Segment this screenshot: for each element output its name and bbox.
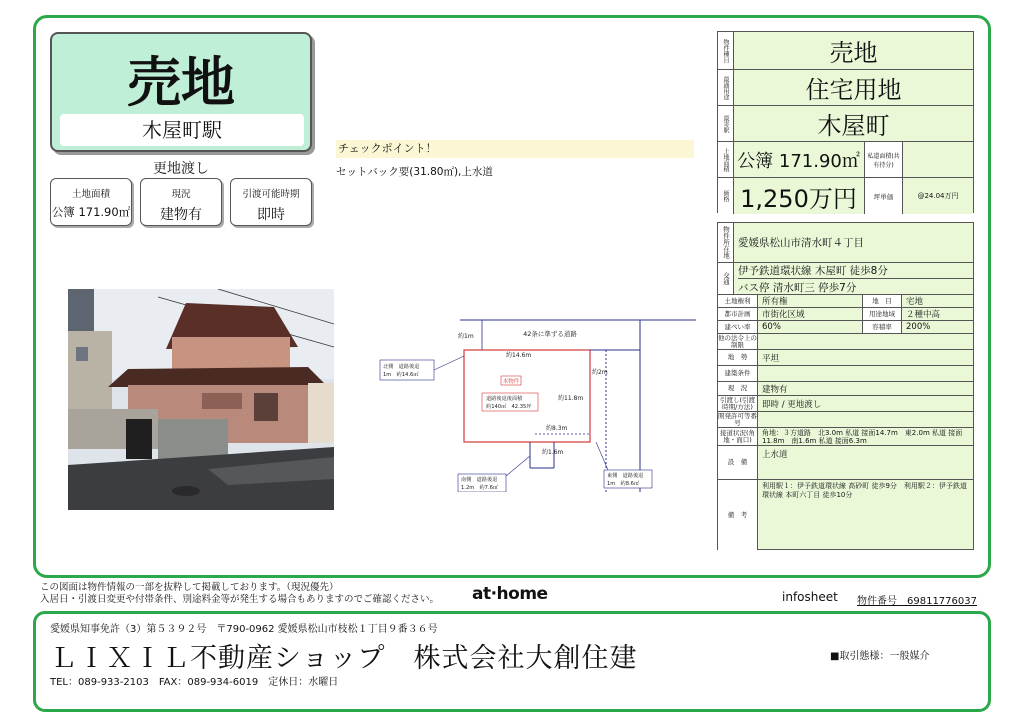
- detail-label: 接道状況(角地・面口): [718, 428, 758, 445]
- detail-label: 用途地域: [862, 308, 902, 320]
- detail-label: 引渡し(引渡時期/方法): [718, 396, 758, 411]
- spec-value: 公簿 171.90㎡: [737, 150, 860, 172]
- site-diagram: [378, 316, 696, 492]
- detail-label: 都市計画: [718, 308, 758, 320]
- spec-row-station: [718, 106, 973, 142]
- detail-label: 容積率: [862, 321, 902, 333]
- spec-detail-table: [717, 222, 974, 550]
- diagram-south-note-title: 南側 道路後退: [461, 477, 498, 483]
- info-card-label: 土地面積: [71, 189, 110, 200]
- footer-note: [40, 582, 439, 606]
- diagram-top-dist: 約1m: [458, 333, 474, 340]
- private-road-value: [902, 142, 973, 177]
- detail-value: 60%: [762, 322, 781, 332]
- company-name: ＬＩＸＩＬ不動産ショップ 株式会社大創住建: [50, 643, 638, 674]
- detail-value: 200%: [906, 322, 931, 332]
- detail-label: 土地権利: [718, 295, 758, 307]
- diagram-road-label: 42条に準ずる道路: [523, 330, 577, 338]
- detail-value: [762, 412, 973, 427]
- spec-row-area: [718, 142, 973, 178]
- diagram-right-dist: 約2m: [592, 369, 608, 376]
- station-title: 木屋町駅: [60, 114, 304, 146]
- spec-label: 最適用途: [718, 70, 734, 105]
- detail-value: バス停 清水町三 停歩7分: [738, 281, 857, 294]
- info-card-label: 現況: [171, 189, 191, 200]
- info-card-value: 建物有: [160, 207, 202, 223]
- info-card-handover: [230, 178, 312, 226]
- detail-row-dev: [718, 412, 973, 428]
- private-road-label: 私道面積(共有持分): [864, 142, 902, 177]
- diagram-bottom-dist: 約1.6m: [542, 449, 564, 456]
- diagram-top-width: 約14.6m: [506, 352, 532, 359]
- detail-value: 愛媛県松山市清水町４丁目: [738, 237, 864, 249]
- detail-label: 地 勢: [718, 350, 758, 365]
- detail-value: 利用駅１：伊予鉄道環状線 高砂町 徒歩9分 利用駅２：伊予鉄道環状線 本町六丁目 徒歩10分: [762, 482, 967, 499]
- diagram-inner-width: 約8.3m: [546, 425, 568, 432]
- athome-logo: at·home: [472, 584, 548, 604]
- footer-note-line2: 入居日・引渡日変更や付帯条件、別途料金等が発生する場合もありますのでご確認ください。: [40, 594, 440, 605]
- handover-condition: 更地渡し: [153, 161, 209, 177]
- detail-row-bcond: [718, 366, 973, 382]
- diagram-east-note-value: 1m 約8.6㎡: [607, 481, 640, 487]
- detail-row-bcr: [718, 321, 973, 334]
- diagram-property-label: 本物件: [502, 379, 520, 385]
- detail-label: 地 目: [862, 295, 902, 307]
- spec-value: 売地: [829, 39, 878, 67]
- detail-value: 伊予鉄道環状線 木屋町 徒歩8分: [738, 263, 973, 279]
- detail-row-remarks: [718, 480, 973, 550]
- detail-row-road: [718, 428, 973, 446]
- spec-value: 住宅用地: [805, 76, 902, 104]
- detail-label: 設 備: [718, 446, 758, 479]
- detail-value: 角地：３方道路 北3.0m 私道 接面14.7m 東2.0m 私道 接面11.8m 南1.6m 私道 接面6.3m: [762, 428, 963, 445]
- detail-row-handover: [718, 396, 973, 412]
- diagram-right-height: 約11.8m: [558, 395, 584, 402]
- detail-row-facility: [718, 446, 973, 480]
- price-value: 1,250万円: [740, 184, 857, 213]
- spec-row-kind: [718, 32, 973, 70]
- detail-row-address: [718, 223, 973, 263]
- info-card-value: 即時: [257, 207, 285, 223]
- detail-value: 建物有: [762, 384, 788, 395]
- detail-label: 備 考: [718, 480, 758, 550]
- diagram-area-label: 道路後退後面積: [486, 396, 523, 402]
- tsubo-label: 坪単価: [864, 178, 902, 214]
- detail-label: 交通: [718, 263, 734, 294]
- detail-row-rights: [718, 295, 973, 308]
- infosheet-label: infosheet: [782, 590, 838, 604]
- info-card-status: [140, 178, 222, 226]
- detail-label: 現 況: [718, 382, 758, 395]
- spec-label: 最寄駅: [718, 106, 734, 141]
- info-card-label: 引渡可能時期: [242, 189, 300, 200]
- detail-value: [762, 366, 973, 381]
- detail-label: 開発許可等番号: [718, 412, 757, 427]
- detail-row-terrain: [718, 350, 973, 366]
- diagram-area-value: 約140㎡ 42.35坪: [486, 404, 532, 410]
- deal-type: ■取引態様：一般媒介: [830, 651, 930, 662]
- detail-value: 即時 / 更地渡し: [762, 399, 822, 410]
- detail-value: 市街化区域: [762, 310, 805, 320]
- detail-label: 物件所在地: [718, 223, 734, 262]
- detail-value: ２種中高: [906, 310, 941, 320]
- spec-label: 物件種目: [718, 32, 734, 69]
- detail-value: 所有権: [762, 297, 788, 307]
- spec-label: 価格: [718, 178, 734, 214]
- detail-value: 宅地: [906, 297, 924, 307]
- detail-value: 平坦: [762, 353, 780, 364]
- spec-row-price: [718, 178, 973, 214]
- company-contact: TEL：089-933-2103 FAX：089-934-6019 定休日：水曜日: [50, 677, 339, 688]
- detail-label: 建築条件: [718, 366, 758, 381]
- property-photo: [68, 289, 334, 510]
- detail-row-traffic: [718, 263, 973, 295]
- info-card-area: [50, 178, 132, 226]
- diagram-north-note-value: 1m 約14.6㎡: [383, 372, 419, 378]
- detail-row-status: [718, 382, 973, 396]
- spec-summary-table: [717, 31, 974, 213]
- detail-value: [762, 334, 973, 349]
- diagram-south-note-value: 1.2m 約7.6㎡: [461, 485, 499, 491]
- checkpoint-text: セットバック要(31.80㎡),上水道: [336, 166, 493, 178]
- footer-note-line1: この図面は物件情報の一部を抜粋して掲載しております。（現況優先）: [40, 582, 339, 593]
- company-license: 愛媛県知事免許（3）第５３９２号 〒790-0962 愛媛県松山市枝松１丁目９番３６号: [50, 624, 438, 635]
- checkpoint-title: チェックポイント！: [336, 140, 694, 158]
- detail-label: 他の法令上の制限: [718, 334, 757, 349]
- detail-row-other: [718, 334, 973, 350]
- diagram-east-note-title: 東側 道路後退: [607, 473, 644, 479]
- title-box: [50, 32, 312, 152]
- diagram-north-note-title: 北側 道路後退: [383, 364, 420, 370]
- property-number: 物件番号 69811776037: [857, 596, 977, 607]
- detail-value: 上水道: [762, 450, 788, 460]
- tsubo-value: @24.04万円: [902, 178, 973, 214]
- spec-row-use: [718, 70, 973, 106]
- spec-value: 木屋町: [817, 112, 890, 140]
- spec-label: 土地面積: [718, 142, 734, 177]
- info-card-value: 公簿 171.90㎡: [51, 205, 131, 219]
- detail-row-city: [718, 308, 973, 321]
- detail-label: 建ぺい率: [718, 321, 758, 333]
- property-type-title: 売地: [127, 51, 235, 114]
